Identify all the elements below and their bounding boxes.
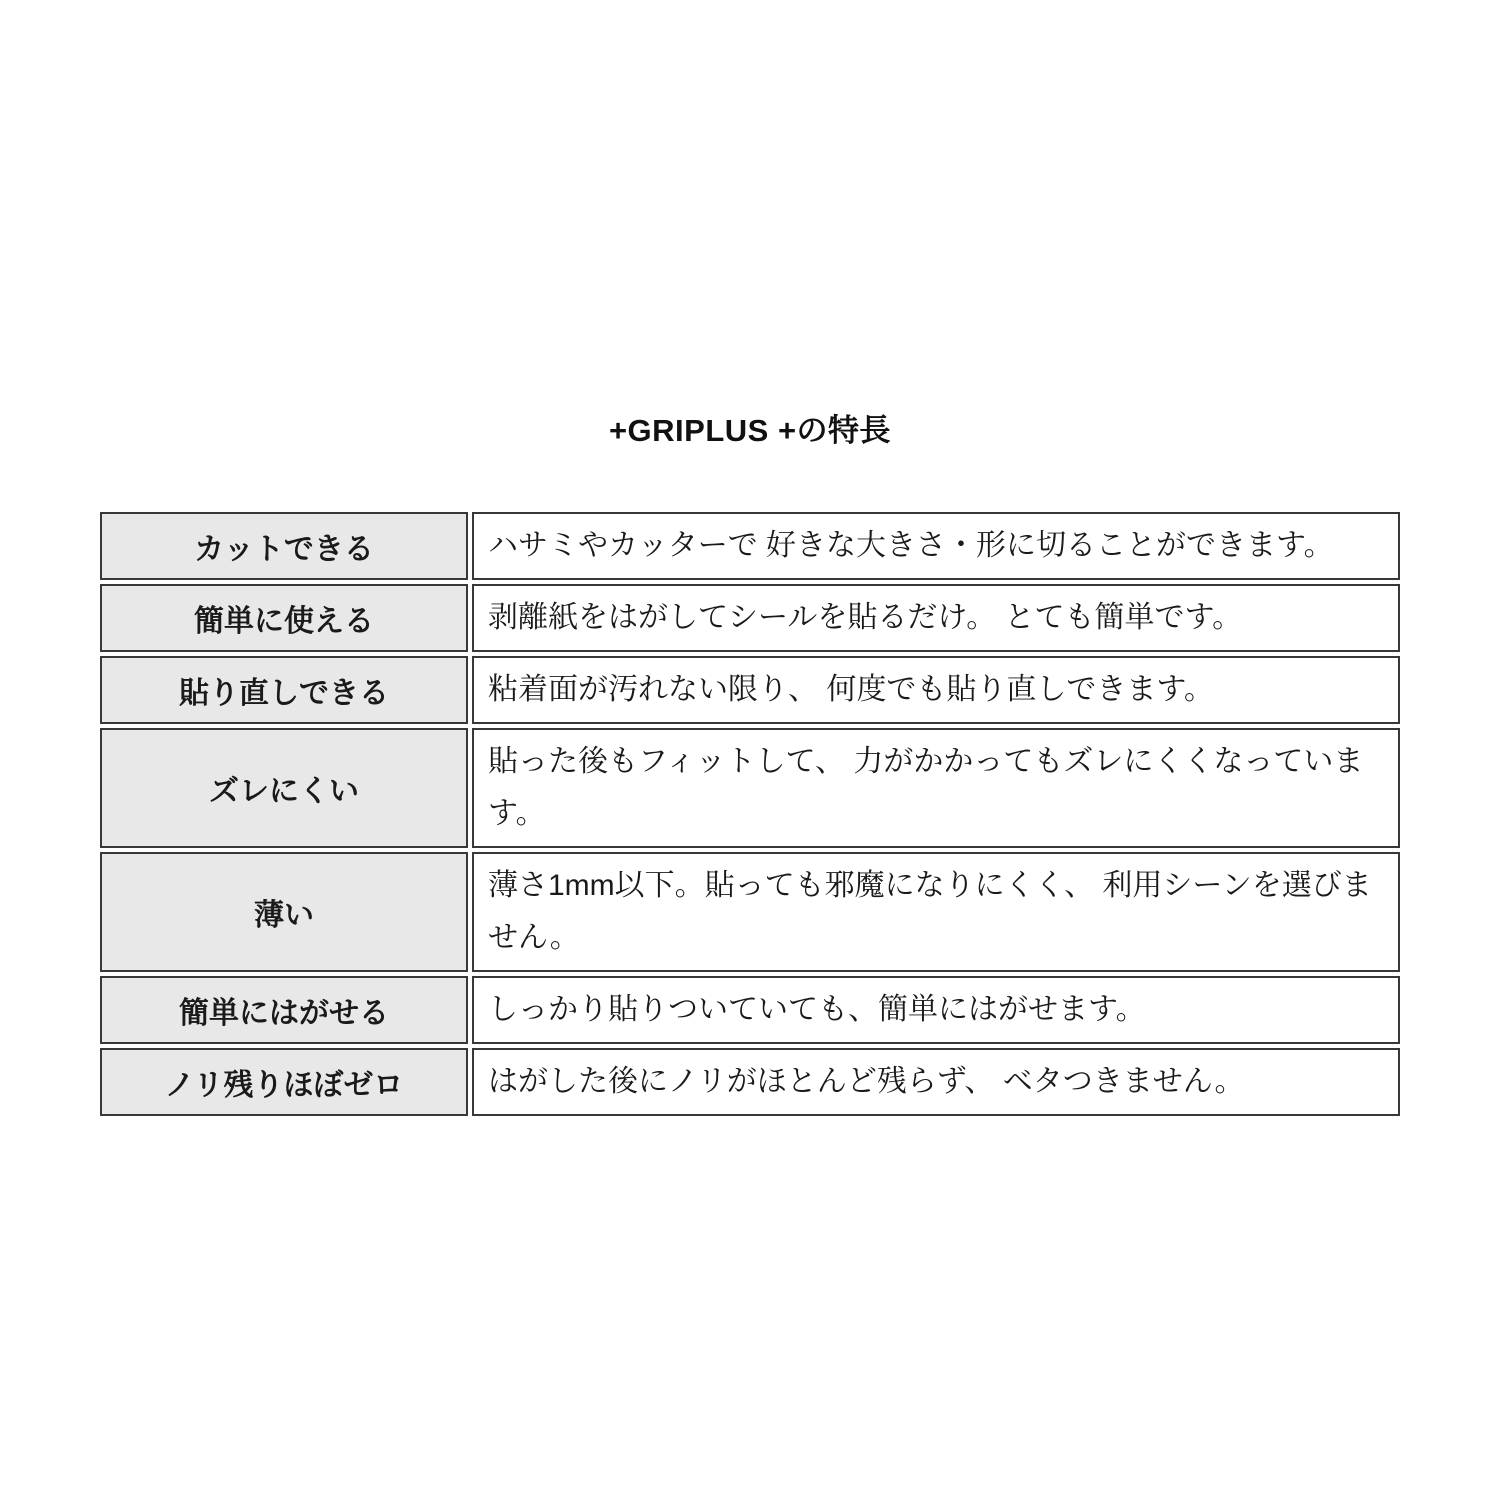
features-table-body bbox=[100, 512, 1400, 1116]
feature-name-cell: ズレにくい bbox=[100, 728, 468, 848]
feature-row bbox=[100, 1048, 1400, 1116]
feature-name-cell: カットできる bbox=[100, 512, 468, 580]
feature-name-cell: 薄い bbox=[100, 852, 468, 972]
feature-description-cell: はがした後にノリがほとんど残らず、 ベタつきません。 bbox=[472, 1048, 1400, 1116]
feature-row bbox=[100, 512, 1400, 580]
feature-description-cell: 貼った後もフィットして、 力がかかってもズレにくくなっています。 bbox=[472, 728, 1400, 848]
feature-row bbox=[100, 584, 1400, 652]
feature-row bbox=[100, 728, 1400, 848]
feature-description-cell: しっかり貼りついていても、簡単にはがせます。 bbox=[472, 976, 1400, 1044]
feature-row bbox=[100, 852, 1400, 972]
features-table bbox=[96, 508, 1404, 1120]
feature-row bbox=[100, 976, 1400, 1044]
feature-row bbox=[100, 656, 1400, 724]
feature-description-cell: 剥離紙をはがしてシールを貼るだけ。 とても簡単です。 bbox=[472, 584, 1400, 652]
feature-name-cell: 簡単に使える bbox=[100, 584, 468, 652]
feature-name-cell: ノリ残りほぼゼロ bbox=[100, 1048, 468, 1116]
page-title: +GRIPLUS +の特長 bbox=[608, 413, 892, 448]
feature-description-cell: 薄さ1mm以下。貼っても邪魔になりにくく、 利用シーンを選びません。 bbox=[472, 852, 1400, 972]
feature-description-cell: ハサミやカッターで 好きな大きさ・形に切ることができます。 bbox=[472, 512, 1400, 580]
feature-name-cell: 簡単にはがせる bbox=[100, 976, 468, 1044]
feature-description-cell: 粘着面が汚れない限り、 何度でも貼り直しできます。 bbox=[472, 656, 1400, 724]
feature-name-cell: 貼り直しできる bbox=[100, 656, 468, 724]
